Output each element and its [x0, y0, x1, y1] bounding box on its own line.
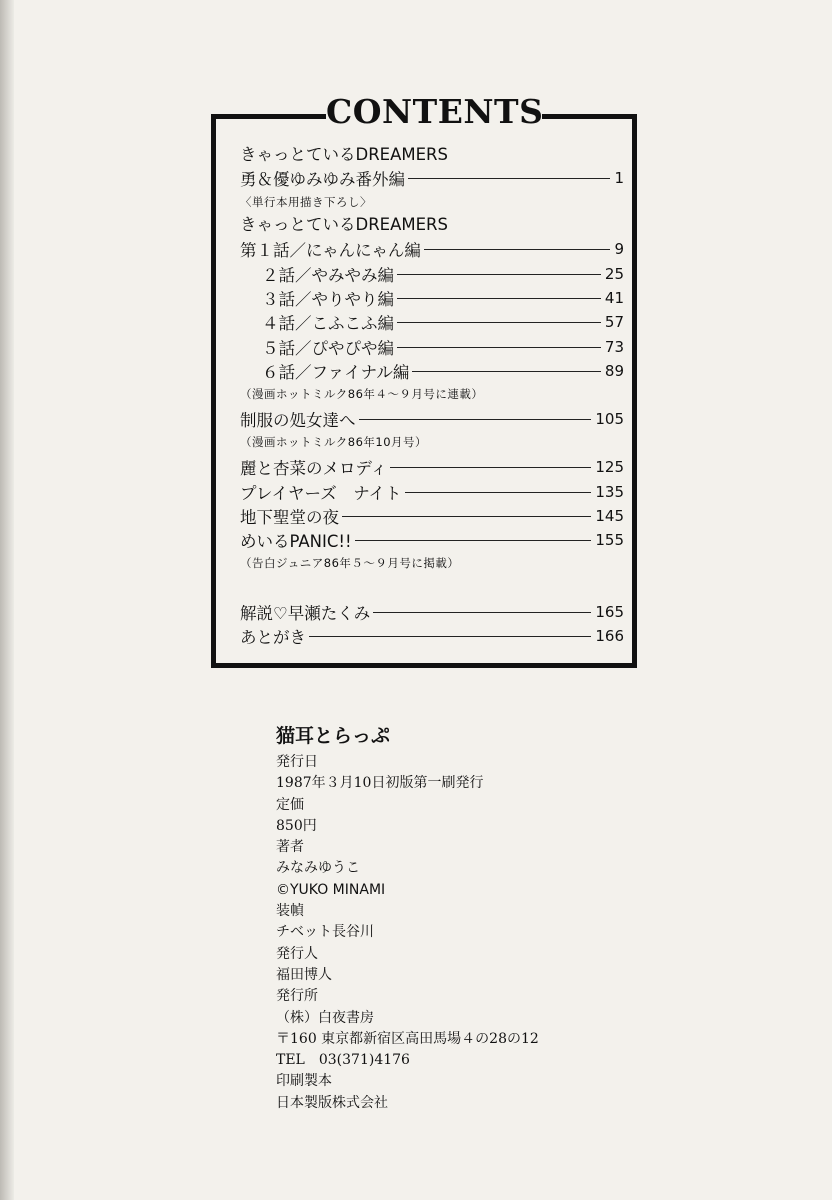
colophon-line: 発行人: [276, 945, 318, 962]
colophon-line: 日本製版株式会社: [276, 1094, 388, 1111]
page-edge-shadow: [0, 0, 14, 1200]
entry-title: 解説♡早瀬たくみ: [240, 604, 371, 623]
entry-page-number: 165: [595, 603, 624, 621]
colophon-line: （株）白夜書房: [276, 1009, 374, 1026]
colophon-line: 発行日: [276, 754, 318, 770]
entry-title: 地下聖堂の夜: [240, 508, 339, 527]
contents-entry: [240, 167, 624, 189]
contents-entry: [262, 360, 624, 382]
entry-page-number: 73: [604, 338, 624, 356]
source-note: 〈単行本用描き下ろし〉: [240, 195, 372, 209]
colophon-line: 印刷製本: [276, 1073, 332, 1090]
entry-page-number: 105: [595, 410, 624, 428]
dot-leader: [373, 612, 591, 613]
dot-leader: [355, 540, 592, 541]
series-heading: きゃっとているDREAMERS: [240, 215, 448, 234]
dot-leader: [424, 249, 611, 250]
series-heading: きゃっとているDREAMERS: [240, 145, 448, 164]
contents-title: CONTENTS: [326, 92, 544, 131]
entry-page-number: 1: [614, 169, 624, 187]
entry-title: 第１話／にゃんにゃん編: [240, 241, 421, 260]
entry-page-number: 41: [604, 289, 624, 307]
dot-leader: [390, 467, 591, 468]
entry-page-number: 166: [595, 627, 624, 645]
contents-entry: [240, 601, 624, 623]
entry-page-number: 25: [604, 265, 624, 283]
entry-page-number: 9: [614, 240, 624, 258]
dot-leader: [408, 178, 610, 179]
dot-leader: [342, 516, 591, 517]
colophon-lines: [276, 752, 539, 1114]
colophon-line: 著者: [276, 839, 304, 856]
contents-entry: [262, 336, 624, 358]
dot-leader: [397, 274, 601, 275]
entry-page-number: 145: [595, 507, 624, 525]
colophon-line: 850円: [276, 817, 317, 834]
contents-entry: [240, 505, 624, 527]
entry-page-number: 89: [604, 362, 624, 380]
dot-leader: [309, 636, 591, 637]
entry-title: プレイヤーズ ナイト: [240, 484, 402, 503]
colophon-line: TEL 03(371)4176: [276, 1052, 410, 1069]
entry-title: ５話／ぴやぴや編: [262, 339, 394, 358]
contents-entry: [262, 311, 624, 333]
entry-page-number: 155: [595, 531, 624, 549]
dot-leader: [412, 371, 601, 372]
colophon-line: 福田博人: [276, 966, 332, 983]
entry-title: ２話／やみやみ編: [262, 266, 394, 285]
colophon: [276, 722, 539, 1114]
colophon-line: 発行所: [276, 988, 318, 1005]
source-note: （漫画ホットミルク86年４～９月号に連載）: [240, 387, 484, 401]
contents-entry: [240, 238, 624, 260]
contents-entry: [240, 625, 624, 647]
entry-title: めいるPANIC!!: [240, 532, 352, 551]
colophon-line: 1987年３月10日初版第一刷発行: [276, 775, 484, 792]
contents-entry: [240, 456, 624, 478]
colophon-line: 定価: [276, 796, 304, 813]
contents-entry: [262, 287, 624, 309]
entry-title: ４話／こふこふ編: [262, 314, 394, 333]
entry-title: ６話／ファイナル編: [262, 363, 410, 382]
contents-entry: [262, 263, 624, 285]
colophon-line: 装幀: [276, 903, 304, 920]
dot-leader: [397, 347, 601, 348]
dot-leader: [397, 298, 601, 299]
entry-title: 麗と杏菜のメロディ: [240, 459, 388, 478]
colophon-line: チベット長谷川: [276, 924, 374, 941]
colophon-line: 〒160 東京都新宿区高田馬場４の28の12: [276, 1030, 539, 1047]
source-note: （告白ジュニア86年５～９月号に掲載）: [240, 556, 460, 570]
entry-title: 勇＆優ゆみゆみ番外編: [240, 170, 405, 189]
source-note: （漫画ホットミルク86年10月号）: [240, 435, 428, 449]
contents-entry: [240, 529, 624, 551]
contents-entry: [240, 408, 624, 430]
entry-title: ３話／やりやり編: [262, 290, 394, 309]
entry-page-number: 125: [595, 458, 624, 476]
colophon-line: みなみゆうこ: [276, 860, 360, 877]
dot-leader: [405, 492, 592, 493]
entry-title: あとがき: [240, 628, 306, 647]
entry-page-number: 135: [595, 483, 624, 501]
book-title: 猫耳とらっぷ: [276, 725, 391, 747]
entry-title: 制服の処女達へ: [240, 411, 356, 430]
dot-leader: [359, 419, 592, 420]
contents-entry: [240, 481, 624, 503]
colophon-line: ©YUKO MINAMI: [276, 881, 386, 898]
dot-leader: [397, 322, 601, 323]
entry-page-number: 57: [604, 313, 624, 331]
